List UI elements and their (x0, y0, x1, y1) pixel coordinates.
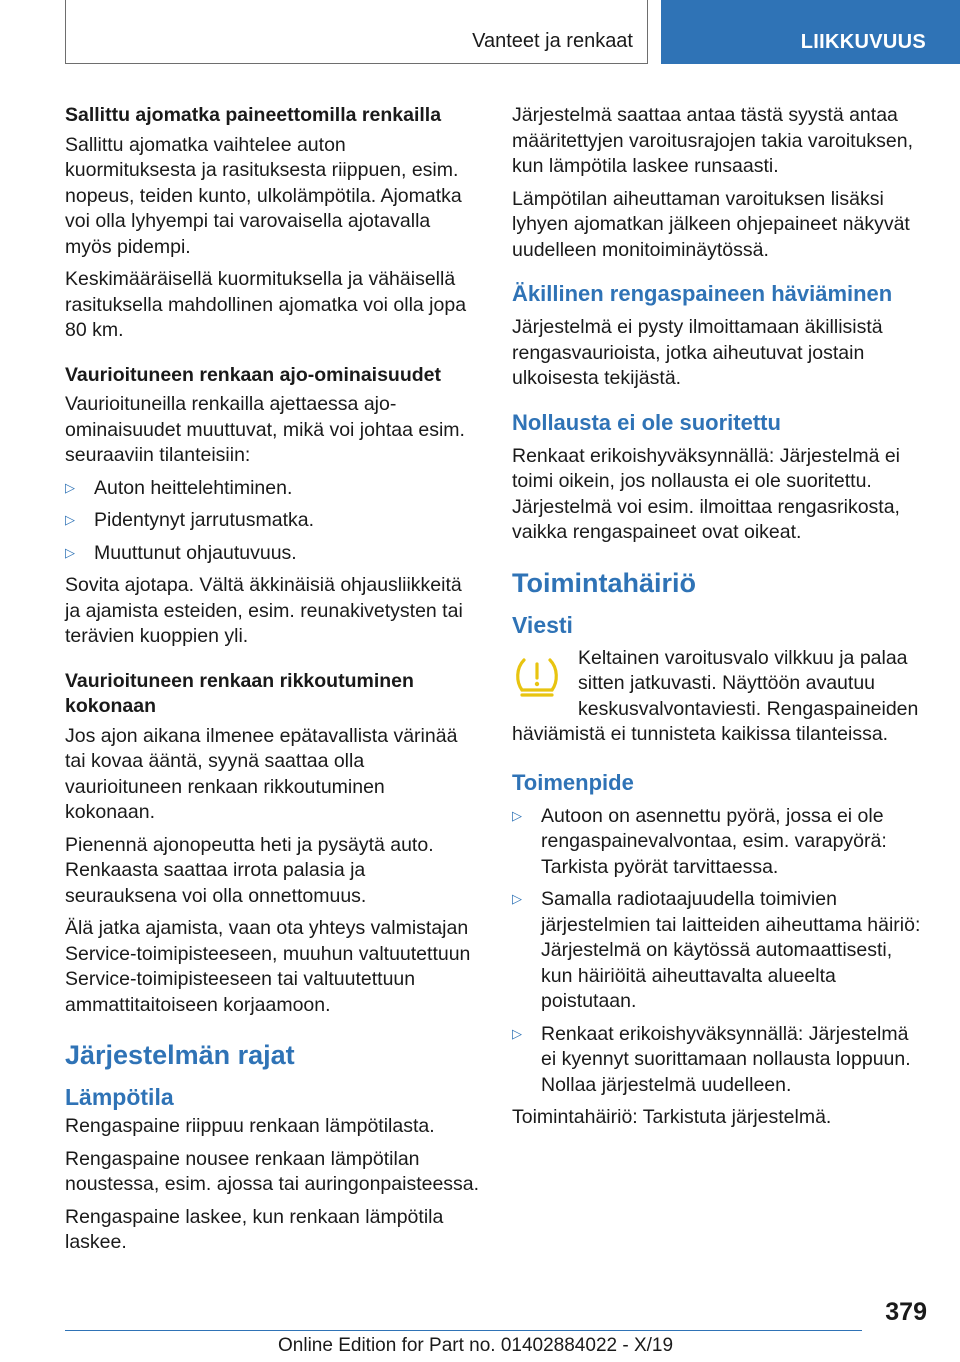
triangle-bullet-icon: ▷ (65, 544, 75, 560)
triangle-bullet-icon: ▷ (512, 891, 522, 906)
triangle-bullet-icon: ▷ (512, 1025, 522, 1041)
paragraph: Toimintahäiriö: Tarkistuta järjestelmä. (512, 1106, 832, 1128)
list-item: ▷ Muuttunut ohjautuvuus. (65, 541, 297, 564)
heading-tyre-failure: Vaurioituneen renkaan rikkoutuminen kokonaan (65, 669, 414, 717)
edition-text: Online Edition for Part no. 01402884022 - X/19 (278, 1335, 674, 1356)
right-column (512, 103, 927, 1138)
heading-system-limits: Järjestelmän rajat (65, 1040, 295, 1070)
heading-allowed-distance: Sallittu ajomatka paineettomilla renkailla (65, 104, 442, 126)
paragraph: Sovita ajotapa. Vältä äkkinäisiä ohjausliikkeitä ja ajamista esteiden, esim. reunakivetysten tai terävien kuoppien yli. (65, 574, 463, 647)
paragraph: Rengaspaine laskee, kun renkaan lämpötila laskee. (65, 1205, 444, 1253)
warning-text: Keltainen varoitusvalo vilkkuu ja palaa sitten jatkuvasti. Näyttöön avautuu keskusvalvontaviesti. Rengaspaineiden häviämistä ei tunnisteta kaikissa tilanteissa. (512, 646, 919, 745)
paragraph: Rengaspaine nousee renkaan lämpötilan noustessa, esim. ajossa tai auringonpaisteessa. (65, 1147, 480, 1195)
list-item: ▷ Renkaat erikoishyväksynnällä: Järjestelmä ei kyennyt suorittamaan nollausta loppuun. Nollaa järjestelmä uudelleen. (512, 1022, 911, 1096)
chapter-title: LIIKKUVUUS (800, 31, 926, 53)
header-section-tab (65, 0, 648, 64)
list-item: ▷ Autoon on asennettu pyörä, jossa ei ole rengaspainevalvontaa, esim. varapyörä: Tarkista pyörät tarvittaessa. (512, 804, 887, 878)
heading-damaged-tyre: Vaurioituneen renkaan ajo-ominaisuudet (65, 363, 441, 386)
section-title: Vanteet ja renkaat (472, 30, 633, 52)
paragraph: Vaurioituneilla renkailla ajettaessa ajo-ominaisuudet muuttuvat, mikä voi johtaa esim. seuraaviin tilanteisiin: (65, 393, 465, 466)
heading-sudden-loss: Äkillinen rengaspaineen häviäminen (512, 281, 893, 306)
heading-action: Toimenpide (512, 769, 634, 795)
tyre-pressure-warning-icon (512, 654, 562, 698)
list-item: ▷ Pidentynyt jarrutusmatka. (65, 509, 315, 531)
paragraph: Järjestelmä ei pysty ilmoittamaan äkillisistä rengasvaurioista, jotka aiheutuvat jostain ulkoisesta tekijästä. (512, 316, 883, 389)
triangle-bullet-icon: ▷ (65, 479, 75, 495)
triangle-bullet-icon: ▷ (65, 512, 75, 527)
left-column (65, 103, 480, 1263)
heading-temperature: Lämpötila (65, 1084, 174, 1110)
paragraph: Keskimääräisellä kuormituksella ja vähäisellä rasituksella mahdollinen ajomatka voi olla jopa 80 km. (65, 268, 467, 341)
paragraph: Älä jatka ajamista, vaan ota yhteys valmistajan Service-toimipisteeseen, muuhun valtuutettuun Service-toimipisteeseen tai valtuutettuun ammattitaitoiseen korjaamoon. (65, 917, 471, 1016)
footer-divider (65, 1330, 862, 1331)
heading-reset-not-done: Nollausta ei ole suoritettu (512, 409, 781, 435)
page-number: 379 (885, 1298, 927, 1326)
paragraph: Jos ajon aikana ilmenee epätavallista värinää tai kovaa ääntä, syynä saattaa olla vaurioituneen renkaan rikkoutuminen kokonaan. (65, 724, 458, 823)
warning-block (512, 646, 927, 748)
list-item: ▷ Auton heittelehtiminen. (65, 476, 293, 499)
triangle-bullet-icon: ▷ (512, 807, 522, 823)
paragraph: Renkaat erikoishyväksynnällä: Järjestelmä ei toimi oikein, jos nollausta ei ole suoritettu. Järjestelmä voi esim. ilmoittaa rengasrikosta, vaikka rengaspaineet ovat oikeat. (512, 444, 901, 543)
header-chapter-tab (661, 0, 960, 64)
list-item: ▷ Samalla radiotaajuudella toimivien järjestelmien tai laitteiden aiheuttama häiriö: Järjestelmä on käytössä automaattisesti, kun häiriöitä aiheuttavalta alueelta poistutaan. (512, 888, 921, 1012)
bullet-list (512, 804, 927, 1099)
paragraph: Sallittu ajomatka vaihtelee auton kuormituksesta ja rasituksesta riippuen, esim. nopeus, teiden kunto, ulkolämpötila. Ajomatka voi olla lyhyempi tai varovaisella ajotavalla myös pidempi. (65, 133, 462, 258)
paragraph: Lämpötilan aiheuttaman varoituksen lisäksi lyhyen ajomatkan jälkeen ohjepaineet näkyvät uudelleen monitoiminäytössä. (512, 187, 910, 261)
paragraph: Järjestelmä saattaa antaa tästä syystä antaa määritettyjen varoitusrajojen takia varoituksen, kun lämpötila laskee runsaasti. (512, 104, 914, 177)
paragraph: Rengaspaine riippuu renkaan lämpötilasta. (65, 1115, 435, 1137)
heading-message: Viesti (512, 611, 573, 638)
paragraph: Pienennä ajonopeutta heti ja pysäytä auto. Renkaasta saattaa irrota palasia ja seurauksena voi olla onnettomuus. (65, 833, 434, 907)
heading-malfunction: Toimintahäiriö (512, 567, 697, 598)
bullet-list (65, 476, 480, 567)
